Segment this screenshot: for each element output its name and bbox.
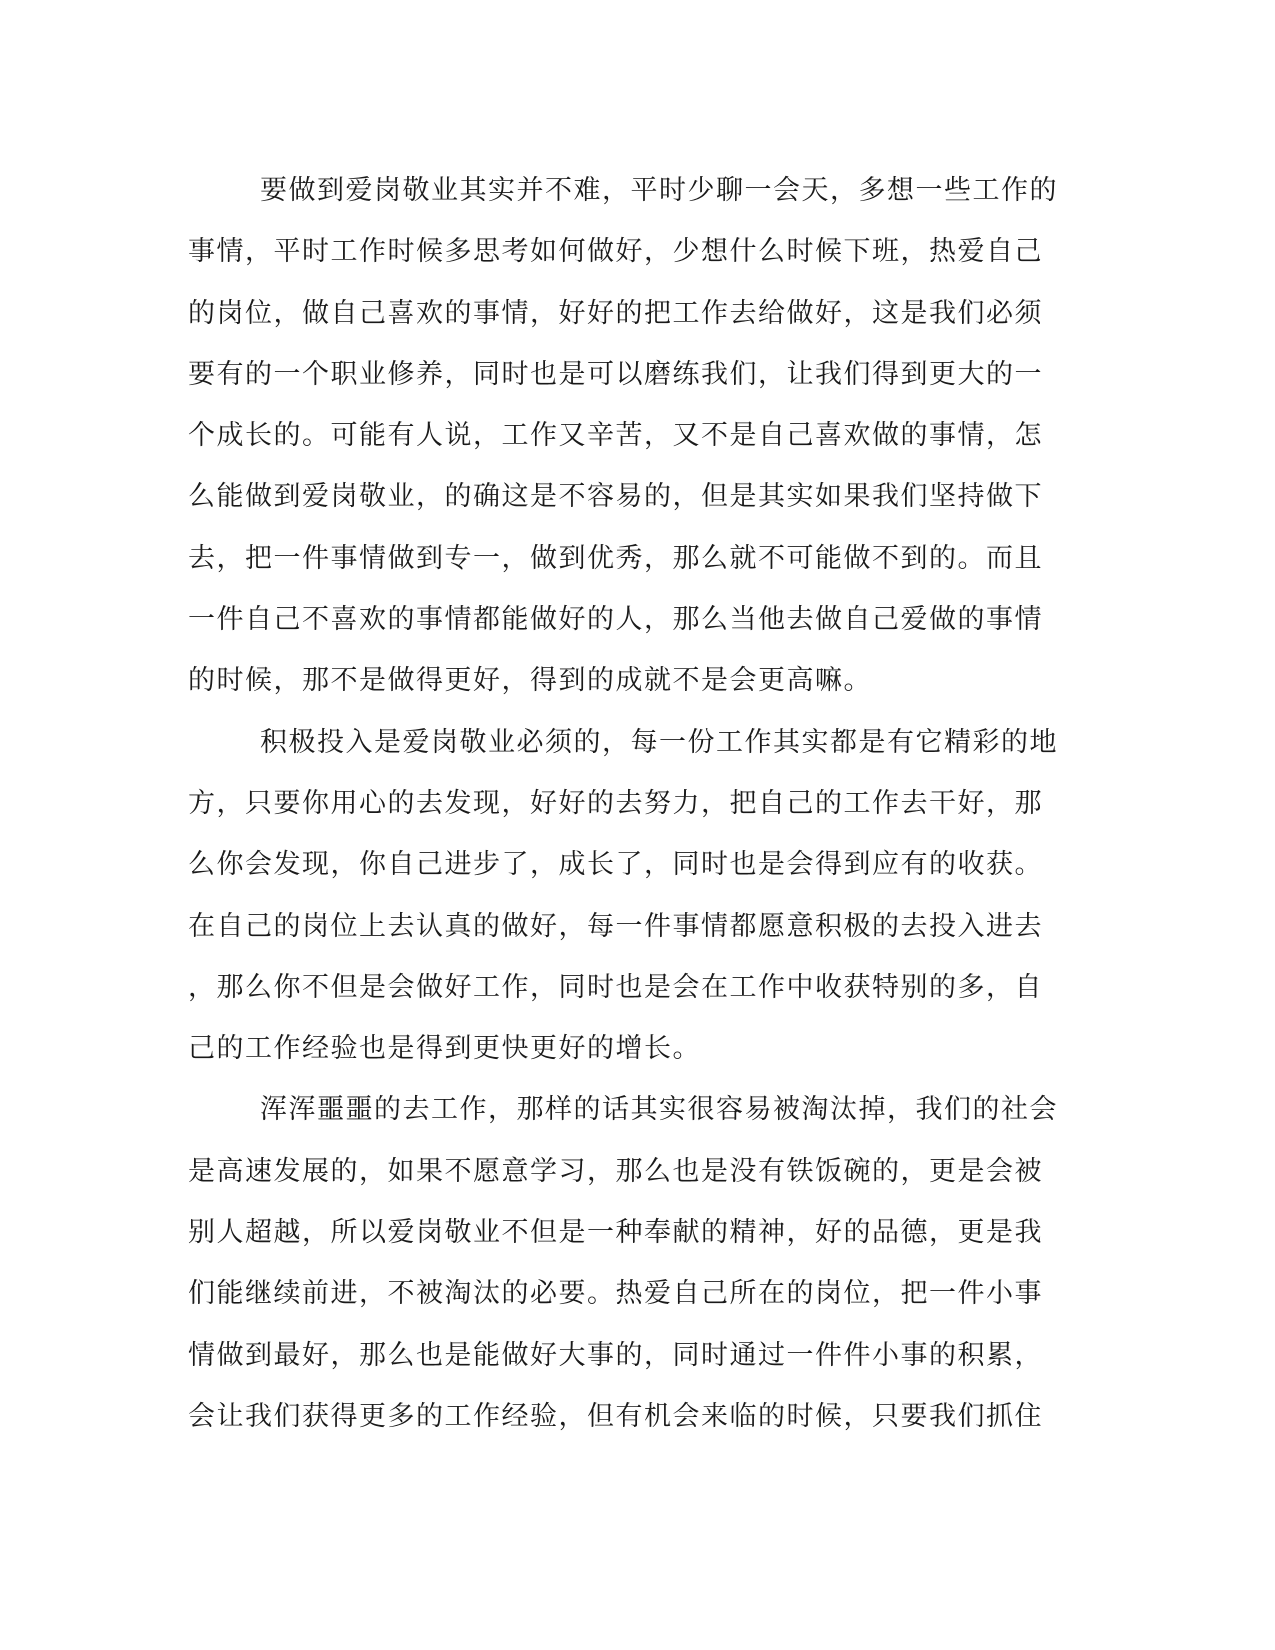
paragraph-line: 方，只要你用心的去发现，好好的去努力，把自己的工作去干好，那 — [188, 787, 1043, 819]
paragraph-line: 的岗位，做自己喜欢的事情，好好的把工作去给做好，这是我们必须 — [188, 297, 1043, 329]
paragraph-line: 积极投入是爱岗敬业必须的，每一份工作其实都是有它精彩的地 — [260, 726, 1058, 758]
paragraph-3 — [188, 1079, 1088, 1447]
paragraph-line: 己的工作经验也是得到更快更好的增长。 — [188, 1033, 701, 1065]
paragraph-line: 的时候，那不是做得更好，得到的成就不是会更高嘛。 — [188, 665, 872, 697]
paragraph-line: 是高速发展的，如果不愿意学习，那么也是没有铁饭碗的，更是会被 — [188, 1155, 1043, 1187]
paragraph-1 — [188, 160, 1088, 712]
paragraph-line: 个成长的。可能有人说，工作又辛苦，又不是自己喜欢做的事情，怎 — [188, 420, 1043, 452]
paragraph-line: ，那么你不但是会做好工作，同时也是会在工作中收获特别的多，自 — [188, 971, 1043, 1003]
paragraph-2 — [188, 712, 1088, 1080]
paragraph-line: 事情，平时工作时候多思考如何做好，少想什么时候下班，热爱自己 — [188, 236, 1043, 268]
paragraph-line: 在自己的岗位上去认真的做好，每一件事情都愿意积极的去投入进去 — [188, 910, 1043, 942]
paragraph-line: 要做到爱岗敬业其实并不难，平时少聊一会天，多想一些工作的 — [260, 175, 1058, 206]
paragraph-line: 去，把一件事情做到专一，做到优秀，那么就不可能做不到的。而且 — [188, 542, 1043, 574]
paragraph-line: 们能继续前进，不被淘汰的必要。热爱自己所在的岗位，把一件小事 — [188, 1278, 1043, 1310]
body-text — [188, 160, 1088, 1447]
paragraph-line: 么能做到爱岗敬业，的确这是不容易的，但是其实如果我们坚持做下 — [188, 481, 1043, 513]
paragraph-line: 要有的一个职业修养，同时也是可以磨练我们，让我们得到更大的一 — [188, 358, 1043, 390]
paragraph-line: 么你会发现，你自己进步了，成长了，同时也是会得到应有的收获。 — [188, 849, 1043, 881]
paragraph-line: 会让我们获得更多的工作经验，但有机会来临的时候，只要我们抓住 — [188, 1400, 1043, 1432]
paragraph-line: 别人超越，所以爱岗敬业不但是一种奉献的精神，好的品德，更是我 — [188, 1217, 1043, 1249]
paragraph-line: 浑浑噩噩的去工作，那样的话其实很容易被淘汰掉，我们的社会 — [260, 1094, 1058, 1126]
paragraph-line: 情做到最好，那么也是能做好大事的，同时通过一件件小事的积累， — [188, 1339, 1043, 1371]
paragraph-line: 一件自己不喜欢的事情都能做好的人，那么当他去做自己爱做的事情 — [188, 604, 1043, 636]
